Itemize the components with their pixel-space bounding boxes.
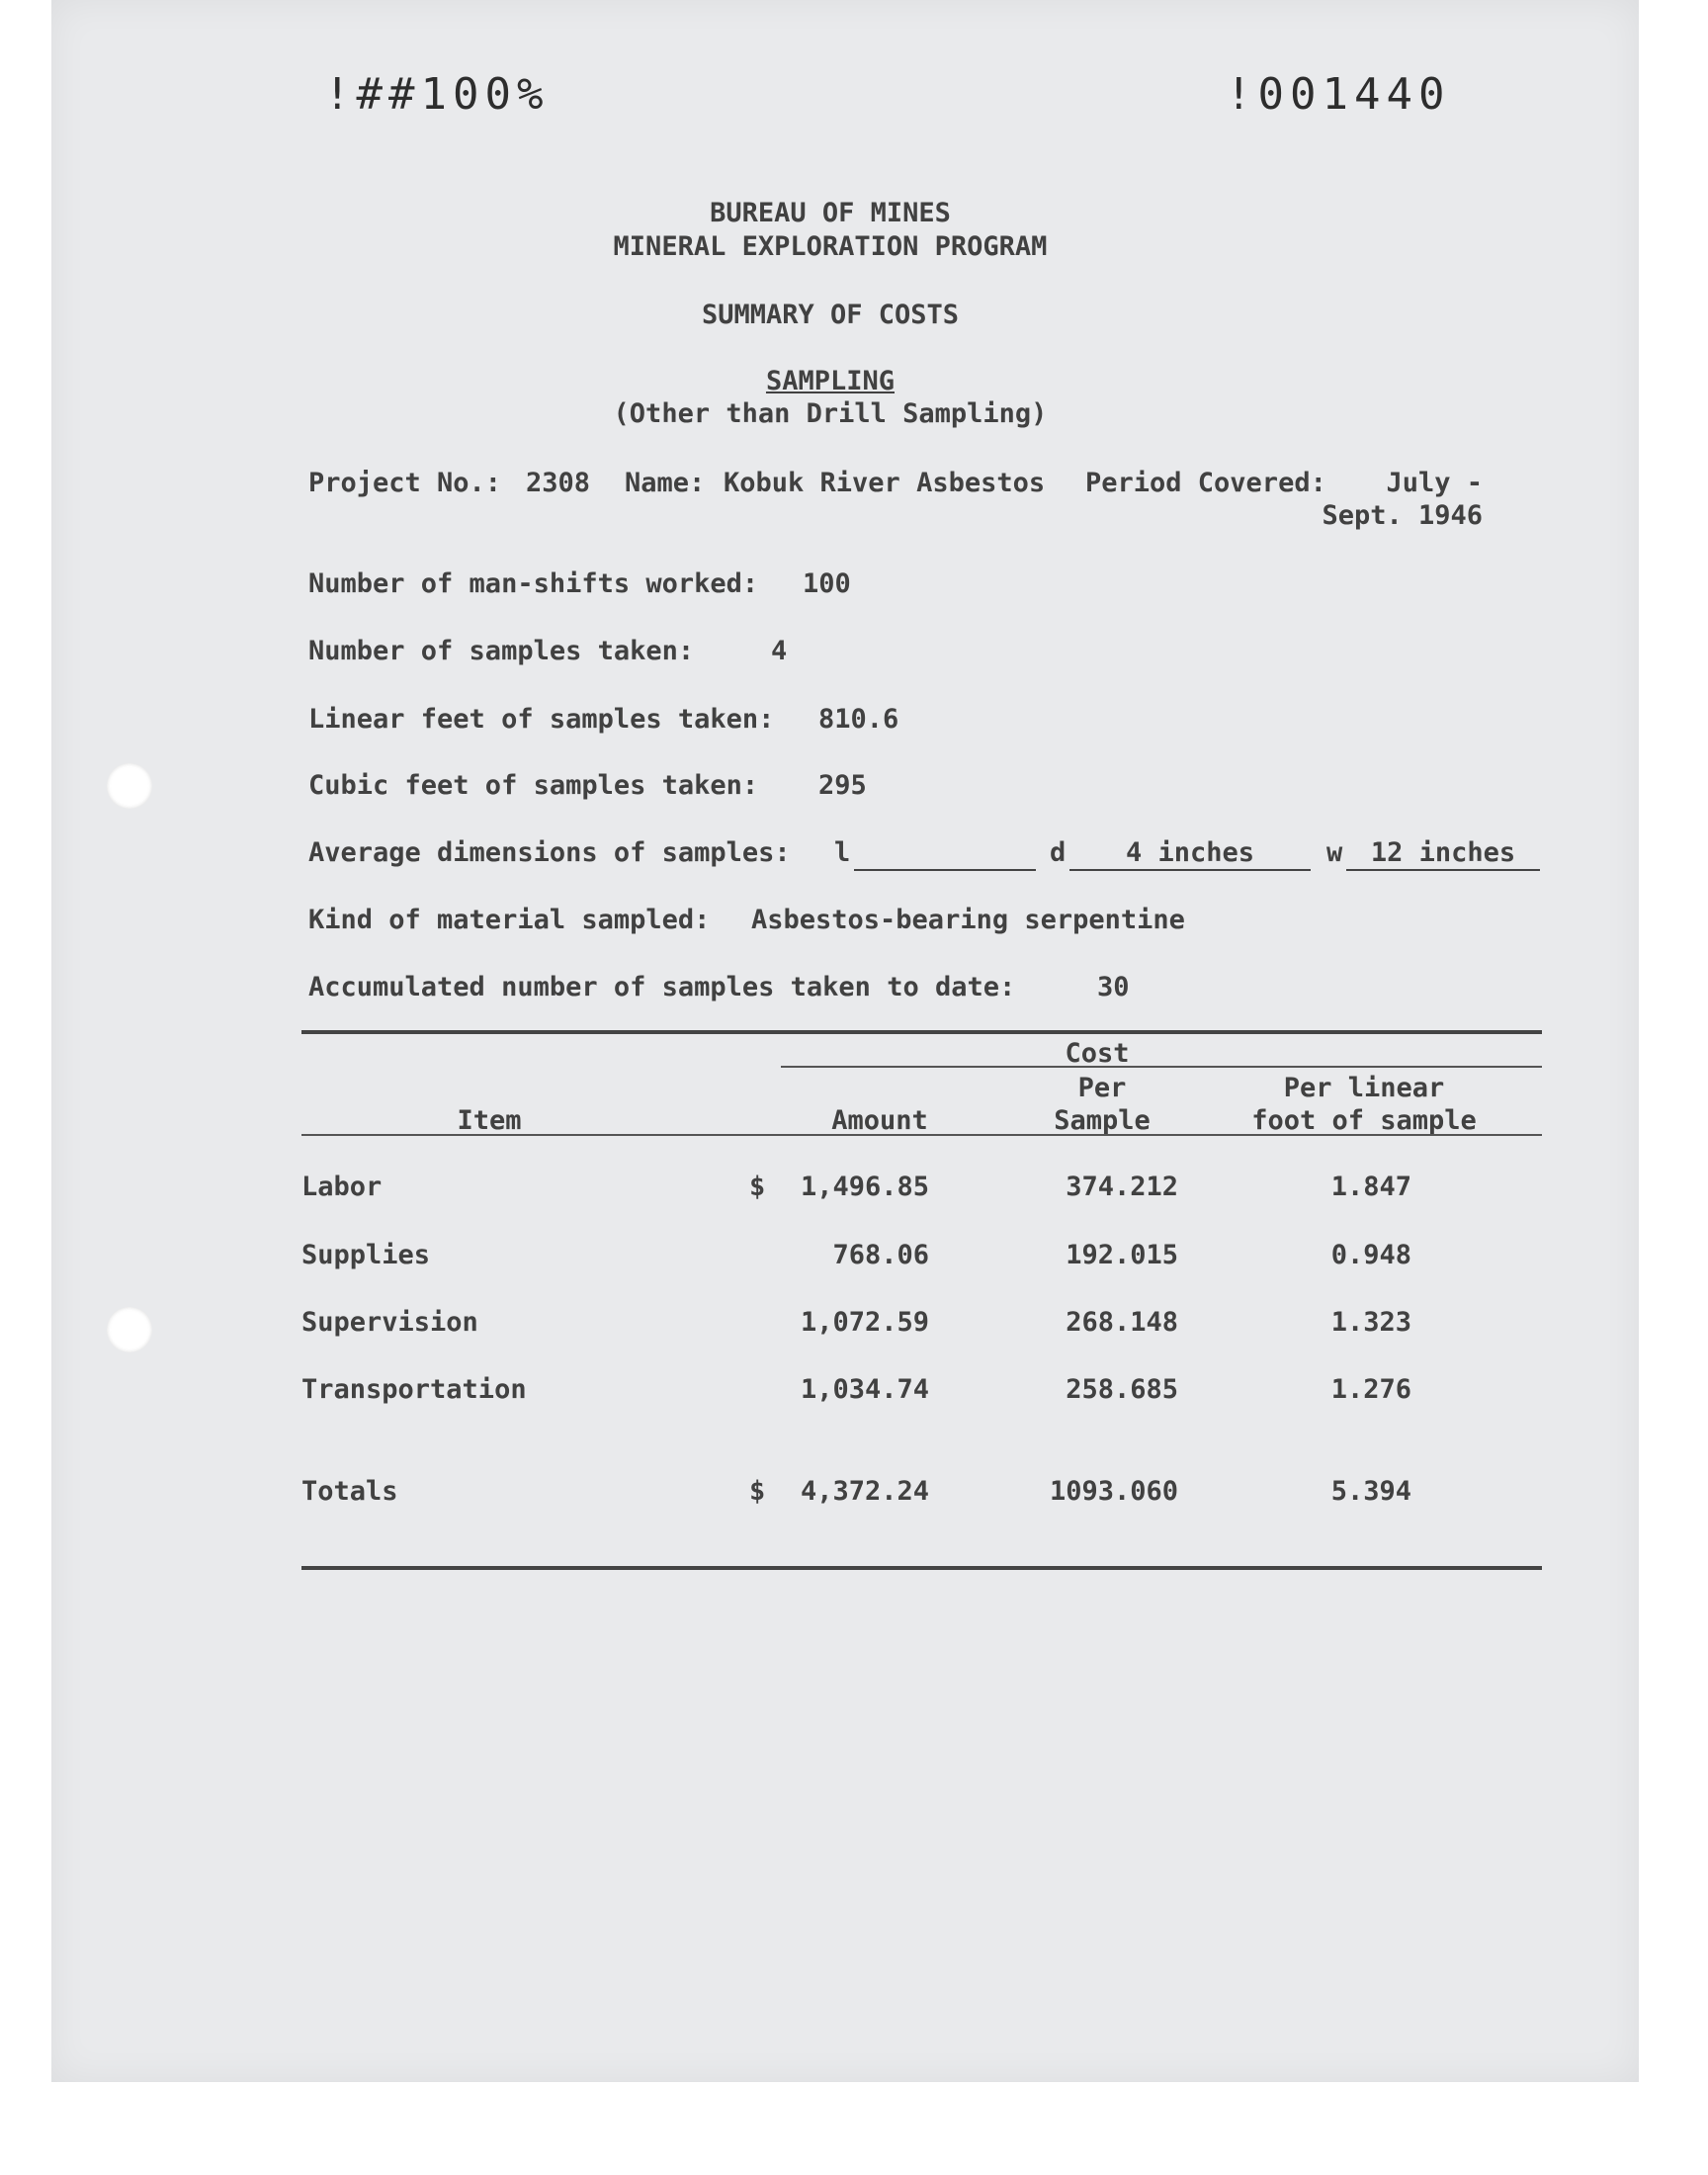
col-per-linear-line1: Per linear bbox=[1283, 1073, 1445, 1103]
accumulated-value: 30 bbox=[1097, 972, 1130, 1002]
header-program: MINERAL EXPLORATION PROGRAM bbox=[613, 231, 1048, 262]
row-per-sample: 374.212 bbox=[1066, 1172, 1178, 1202]
header-summary: SUMMARY OF COSTS bbox=[701, 300, 960, 330]
table-bottom-rule bbox=[301, 1566, 1542, 1570]
dimensions-d-blank bbox=[1069, 869, 1311, 871]
row-per-linear: 1.847 bbox=[1330, 1172, 1411, 1202]
totals-label: Totals bbox=[301, 1476, 398, 1507]
totals-per-linear: 5.394 bbox=[1330, 1476, 1411, 1507]
row-item: Labor bbox=[301, 1172, 383, 1202]
stamp-left: !##100% bbox=[324, 69, 550, 120]
cubic-feet-value: 295 bbox=[818, 770, 867, 801]
col-amount-header: Amount bbox=[831, 1105, 928, 1136]
row-item: Transportation bbox=[301, 1374, 527, 1405]
row-amount: 768.06 bbox=[832, 1240, 929, 1270]
row-item: Supervision bbox=[301, 1307, 478, 1338]
linear-feet-label: Linear feet of samples taken: bbox=[308, 704, 775, 735]
period-line1: July - bbox=[1386, 468, 1483, 498]
man-shifts-value: 100 bbox=[803, 568, 851, 599]
cubic-feet-label: Cubic feet of samples taken: bbox=[308, 770, 759, 801]
project-name: Kobuk River Asbestos bbox=[724, 468, 1046, 498]
col-per-linear-line2: foot of sample bbox=[1251, 1105, 1477, 1136]
row-per-linear: 0.948 bbox=[1330, 1240, 1411, 1270]
table-top-rule bbox=[301, 1030, 1542, 1034]
material-label: Kind of material sampled: bbox=[308, 905, 711, 935]
col-per-sample-line1: Per bbox=[1077, 1073, 1127, 1103]
row-amount: 1,496.85 bbox=[800, 1172, 929, 1202]
dimensions-d-label: d bbox=[1050, 837, 1067, 868]
row-per-sample: 268.148 bbox=[1066, 1307, 1178, 1338]
dimensions-w-value: 12 inches bbox=[1370, 837, 1516, 868]
header-agency: BUREAU OF MINES bbox=[710, 198, 951, 228]
period-line2: Sept. 1946 bbox=[1322, 500, 1483, 531]
dimensions-l-blank bbox=[854, 869, 1036, 871]
samples-label: Number of samples taken: bbox=[308, 636, 695, 666]
totals-currency-symbol: $ bbox=[749, 1476, 766, 1507]
row-amount: 1,034.74 bbox=[800, 1374, 929, 1405]
man-shifts-label: Number of man-shifts worked: bbox=[308, 568, 759, 599]
project-name-label: Name: bbox=[625, 468, 706, 498]
dimensions-w-blank bbox=[1346, 869, 1540, 871]
stamp-right: !001440 bbox=[1226, 69, 1451, 120]
row-per-sample: 258.685 bbox=[1066, 1374, 1178, 1405]
samples-value: 4 bbox=[771, 636, 788, 666]
header-subsection: (Other than Drill Sampling) bbox=[613, 398, 1048, 429]
row-per-linear: 1.276 bbox=[1330, 1374, 1411, 1405]
currency-symbol: $ bbox=[749, 1172, 766, 1202]
project-number: 2308 bbox=[526, 468, 591, 498]
totals-per-sample: 1093.060 bbox=[1049, 1476, 1178, 1507]
header-bottom-rule bbox=[301, 1134, 1542, 1136]
punch-hole-bottom bbox=[107, 1307, 152, 1352]
col-per-sample-line2: Sample bbox=[1054, 1105, 1151, 1136]
dimensions-label: Average dimensions of samples: bbox=[308, 837, 791, 868]
linear-feet-value: 810.6 bbox=[818, 704, 899, 735]
accumulated-label: Accumulated number of samples taken to date: bbox=[308, 972, 1016, 1002]
project-number-label: Project No.: bbox=[308, 468, 502, 498]
dimensions-l-label: l bbox=[834, 837, 851, 868]
period-label: Period Covered: bbox=[1085, 468, 1326, 498]
material-value: Asbestos-bearing serpentine bbox=[751, 905, 1185, 935]
row-amount: 1,072.59 bbox=[800, 1307, 929, 1338]
cost-header: Cost bbox=[1065, 1038, 1130, 1069]
row-item: Supplies bbox=[301, 1240, 431, 1270]
row-per-linear: 1.323 bbox=[1330, 1307, 1411, 1338]
punch-hole-top bbox=[107, 763, 152, 809]
row-per-sample: 192.015 bbox=[1066, 1240, 1178, 1270]
header-section: SAMPLING bbox=[765, 366, 896, 396]
cost-header-rule bbox=[781, 1066, 1542, 1068]
dimensions-d-value: 4 inches bbox=[1125, 837, 1255, 868]
totals-amount: 4,372.24 bbox=[800, 1476, 929, 1507]
dimensions-w-label: w bbox=[1326, 837, 1343, 868]
col-item-header: Item bbox=[457, 1105, 522, 1136]
